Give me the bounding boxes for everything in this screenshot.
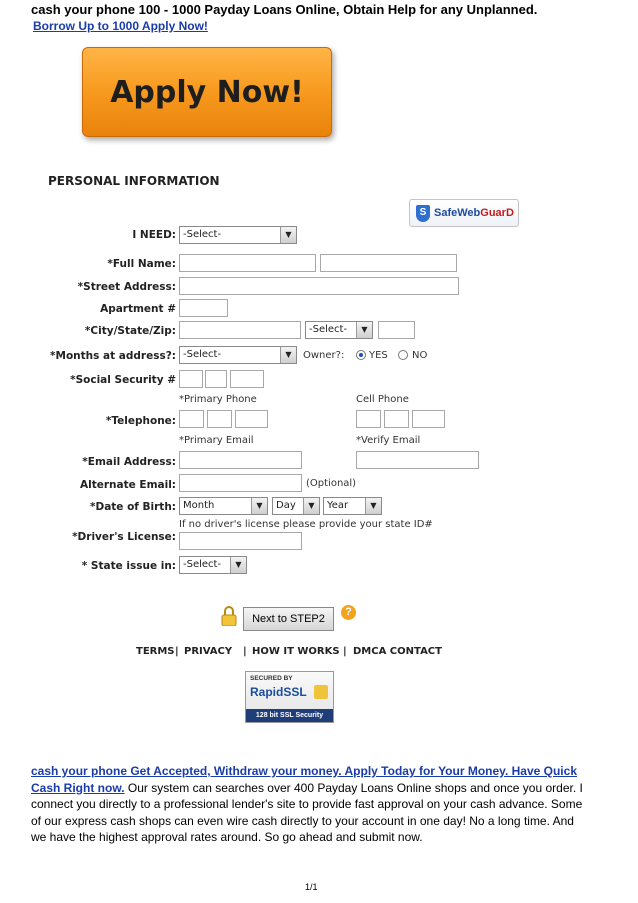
chevron-down-icon: ▼ — [251, 498, 267, 514]
ssn-label: *Social Security # — [70, 374, 176, 386]
cell-phone-label: Cell Phone — [356, 394, 409, 405]
apartment-label: Apartment # — [100, 303, 176, 315]
ssn-part2-input[interactable] — [205, 370, 227, 388]
dob-month-value: Month — [183, 500, 215, 511]
i-need-label: I NEED: — [132, 229, 176, 241]
section-title: PERSONAL INFORMATION — [48, 174, 220, 188]
telephone-label: *Telephone: — [105, 415, 176, 427]
terms-link[interactable]: TERMS — [136, 646, 175, 657]
nav-separator: | — [243, 646, 247, 657]
license-input[interactable] — [179, 532, 302, 550]
primary-phone-label: *Primary Phone — [179, 394, 257, 405]
shield-icon: S — [416, 205, 430, 222]
verify-email-input[interactable] — [356, 451, 479, 469]
phone-area-input[interactable] — [179, 410, 204, 428]
rapidssl-badge — [245, 671, 334, 723]
nav-separator: | — [343, 646, 347, 657]
state-value: -Select- — [309, 324, 348, 335]
dob-year-select[interactable] — [323, 497, 382, 515]
cell-line-input[interactable] — [412, 410, 445, 428]
page-number: 1/1 — [305, 882, 318, 892]
alt-email-label: Alternate Email: — [80, 479, 176, 491]
license-note: If no driver's license please provide your state ID# — [179, 519, 433, 530]
page-title: cash your phone 100 - 1000 Payday Loans Online, Obtain Help for any Unplanned. — [31, 2, 538, 17]
phone-prefix-input[interactable] — [207, 410, 232, 428]
chevron-down-icon: ▼ — [280, 347, 296, 363]
body-link[interactable]: cash your phone Get Accepted, Withdraw your money. Apply Today for Your Money. Have Quick Cash Right now. — [31, 764, 577, 795]
safewebguard-guard: GuarD — [480, 207, 514, 219]
last-name-input[interactable] — [320, 254, 457, 272]
next-step-button[interactable]: Next to STEP2 — [243, 607, 334, 631]
owner-no-label: NO — [412, 350, 428, 361]
chevron-down-icon: ▼ — [356, 322, 372, 338]
optional-note: (Optional) — [306, 478, 357, 489]
dob-label: *Date of Birth: — [90, 501, 176, 513]
email-label: *Email Address: — [82, 456, 176, 468]
owner-yes-label: YES — [369, 350, 388, 361]
privacy-link[interactable]: PRIVACY — [184, 646, 233, 657]
months-value: -Select- — [183, 349, 222, 360]
borrow-link[interactable]: Borrow Up to 1000 Apply Now! — [33, 19, 208, 33]
owner-yes-radio[interactable] — [356, 350, 366, 360]
safewebguard-safe: SafeWeb — [434, 207, 481, 219]
dob-day-value: Day — [276, 500, 296, 511]
chevron-down-icon: ▼ — [230, 557, 246, 573]
state-issue-label: * State issue in: — [81, 560, 176, 572]
body-paragraph — [31, 763, 591, 846]
license-label: *Driver's License: — [72, 531, 176, 543]
lock-icon — [221, 606, 237, 626]
street-input[interactable] — [179, 277, 459, 295]
dob-day-select[interactable] — [272, 497, 320, 515]
email-input[interactable] — [179, 451, 302, 469]
city-state-zip-label: *City/State/Zip: — [84, 325, 176, 337]
zip-input[interactable] — [378, 321, 415, 339]
street-label: *Street Address: — [77, 281, 176, 293]
months-select[interactable] — [179, 346, 297, 364]
chevron-down-icon: ▼ — [303, 498, 319, 514]
ssn-part1-input[interactable] — [179, 370, 203, 388]
ssn-part3-input[interactable] — [230, 370, 264, 388]
dob-year-value: Year — [327, 500, 349, 511]
alt-email-input[interactable] — [179, 474, 302, 492]
owner-label: Owner?: — [303, 350, 345, 361]
ssl-bits-text: 128 bit SSL Security — [246, 709, 333, 722]
dob-month-select[interactable] — [179, 497, 268, 515]
cell-area-input[interactable] — [356, 410, 381, 428]
i-need-value: -Select- — [183, 229, 222, 240]
months-label: *Months at address?: — [50, 350, 176, 362]
full-name-label: *Full Name: — [107, 258, 176, 270]
apply-now-button[interactable]: Apply Now! — [82, 47, 332, 137]
safewebguard-badge — [409, 199, 519, 227]
cell-prefix-input[interactable] — [384, 410, 409, 428]
phone-line-input[interactable] — [235, 410, 268, 428]
state-issue-value: -Select- — [183, 559, 222, 570]
state-select[interactable] — [305, 321, 373, 339]
ssl-brand-text: RapidSSL — [250, 685, 307, 699]
city-input[interactable] — [179, 321, 301, 339]
owner-no-radio[interactable] — [398, 350, 408, 360]
how-it-works-link[interactable]: HOW IT WORKS — [252, 646, 340, 657]
state-issue-select[interactable] — [179, 556, 247, 574]
chevron-down-icon: ▼ — [365, 498, 381, 514]
ssl-secured-text: SECURED BY — [250, 675, 293, 682]
verify-email-label: *Verify Email — [356, 435, 421, 446]
apartment-input[interactable] — [179, 299, 228, 317]
dmca-contact-link[interactable]: DMCA CONTACT — [353, 646, 442, 657]
primary-email-label: *Primary Email — [179, 435, 254, 446]
chevron-down-icon: ▼ — [280, 227, 296, 243]
nav-separator: | — [175, 646, 179, 657]
first-name-input[interactable] — [179, 254, 316, 272]
i-need-select[interactable] — [179, 226, 297, 244]
padlock-icon — [314, 685, 328, 699]
help-icon[interactable]: ? — [341, 605, 356, 620]
body-text: Our system can searches over 400 Payday Loans Online shops and once you order. I connect you directly to a professional lender's site to provide fast approval on your cash advance. Some of our express cash shops can even wire cash directly to your account in one day! No a long time. And we have the highest approval rates around. So go ahead and submit now. — [31, 780, 583, 844]
